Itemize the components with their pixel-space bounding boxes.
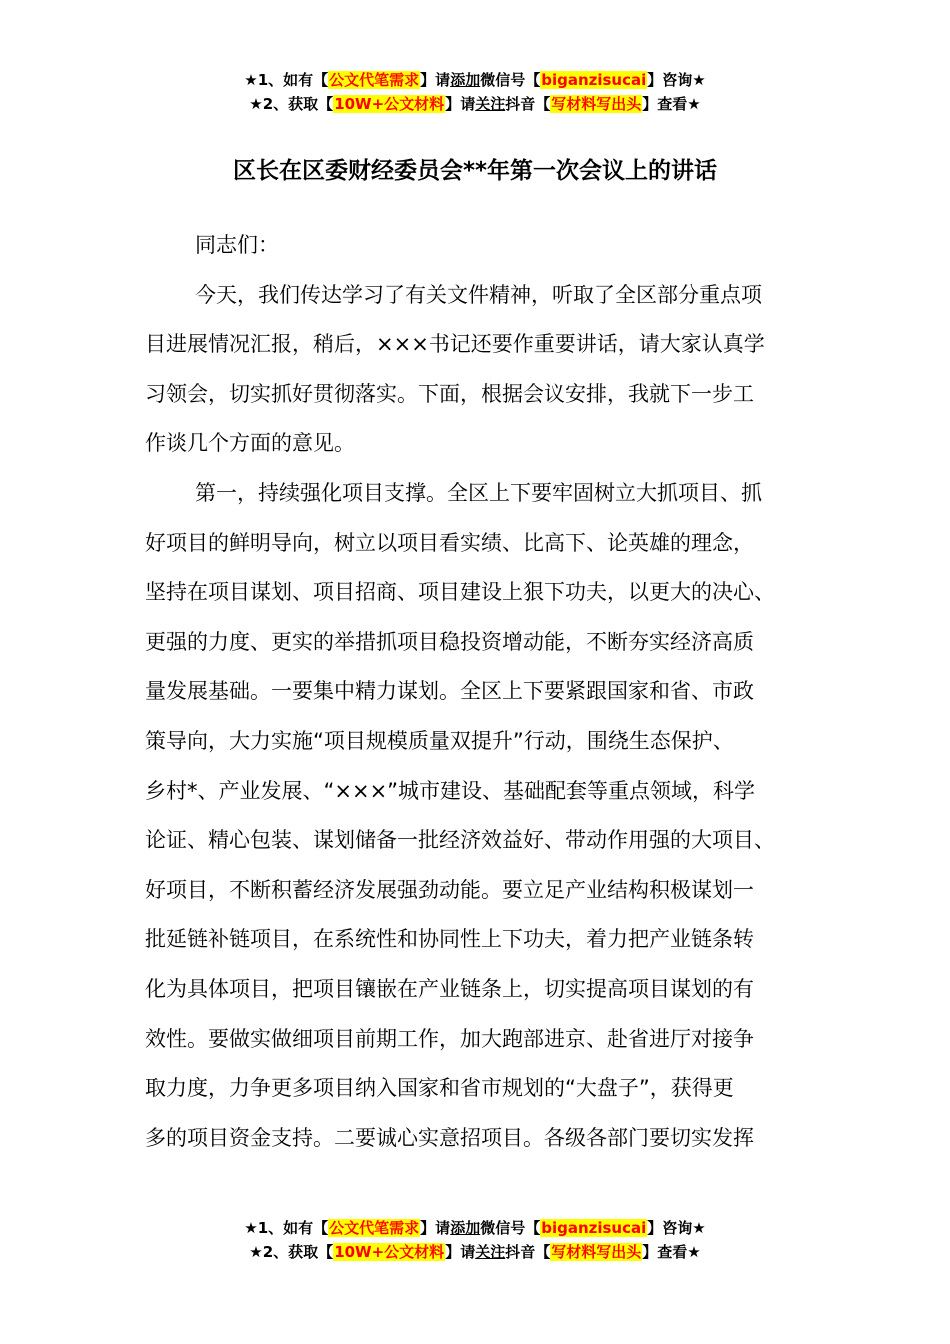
promo-line-2 [0, 92, 950, 116]
paragraph-line: 取力度，力争更多项目纳入国家和省市规划的“大盘子”，获得更 [145, 1076, 734, 1101]
promo-highlight: 公文代笔需求 [329, 71, 420, 89]
paragraph-line: 今天，我们传达学习了有关文件精神，听取了全区部分重点项 [195, 282, 762, 307]
promo-text: 】请 [445, 1243, 476, 1261]
promo-highlight: biganzisucai [541, 71, 647, 89]
promo-highlight: 写材料写出头 [551, 1243, 642, 1261]
promo-text: 】请 [420, 1219, 451, 1237]
promo-line-1 [0, 1216, 950, 1240]
paragraph-line: 第一，持续强化项目支撑。全区上下要牢固树立大抓项目、抓 [195, 480, 762, 505]
promo-text: 抖音【 [505, 95, 551, 113]
promo-underlined: 添加 [450, 71, 481, 89]
paragraph-line: 策导向，大力实施“项目规模质量双提升”行动，围绕生态保护、 [145, 728, 734, 753]
promo-highlight: 10W+公文材料 [334, 1243, 445, 1261]
promo-banner-bottom [0, 1216, 950, 1264]
promo-text: ★2、获取【 [249, 95, 334, 113]
promo-highlight: 10W+公文材料 [334, 95, 445, 113]
paragraph-line: 多的项目资金支持。二要诚心实意招项目。各级各部门要切实发挥 [145, 1125, 754, 1150]
promo-text: 】咨询★ [647, 1219, 706, 1237]
paragraph-line: 乡村*、产业发展、“×××”城市建设、基础配套等重点领域，科学 [145, 778, 756, 803]
promo-underlined: 关注 [475, 1243, 506, 1261]
promo-text: ★1、如有【 [244, 1219, 329, 1237]
paragraph-line: 作谈几个方面的意见。 [145, 431, 355, 456]
document-body [145, 221, 805, 1163]
promo-text: 】请 [445, 95, 476, 113]
promo-text: 抖音【 [505, 1243, 551, 1261]
promo-text: 】查看★ [642, 1243, 701, 1261]
paragraph-line: 更强的力度、更实的举措抓项目稳投资增动能，不断夯实经济高质 [145, 629, 754, 654]
paragraph-line: 坚持在项目谋划、项目招商、项目建设上狠下功夫，以更大的决心、 [145, 580, 775, 605]
paragraph-line: 化为具体项目，把项目镶嵌在产业链条上，切实提高项目谋划的有 [145, 976, 754, 1001]
paragraph-line: 好项目，不断积蓄经济发展强劲动能。要立足产业结构积极谋划一 [145, 877, 754, 902]
promo-text: 微信号【 [480, 71, 541, 89]
promo-highlight: biganzisucai [541, 1219, 647, 1237]
promo-text: 】请 [420, 71, 451, 89]
promo-text: ★1、如有【 [244, 71, 329, 89]
promo-underlined: 关注 [475, 95, 506, 113]
paragraph-line: 效性。要做实做细项目前期工作，加大跑部进京、赴省进厅对接争 [145, 1026, 754, 1051]
promo-text: 微信号【 [480, 1219, 541, 1237]
paragraph-line: 好项目的鲜明导向，树立以项目看实绩、比高下、论英雄的理念， [145, 530, 754, 555]
promo-text: 】咨询★ [647, 71, 706, 89]
promo-banner-top [0, 68, 950, 116]
promo-line-1 [0, 68, 950, 92]
promo-highlight: 公文代笔需求 [329, 1219, 420, 1237]
promo-underlined: 添加 [450, 1219, 481, 1237]
paragraph-line: 批延链补链项目，在系统性和协同性上下功夫，着力把产业链条转 [145, 927, 754, 952]
promo-text: ★2、获取【 [249, 1243, 334, 1261]
paragraph-line: 论证、精心包装、谋划储备一批经济效益好、带动作用强的大项目、 [145, 828, 775, 853]
promo-highlight: 写材料写出头 [551, 95, 642, 113]
paragraph-line: 目进展情况汇报，稍后，×××书记还要作重要讲话，请大家认真学 [145, 332, 765, 357]
document-title: 区长在区委财经委员会**年第一次会议上的讲话 [232, 158, 718, 184]
promo-line-2 [0, 1240, 950, 1264]
paragraph-line: 量发展基础。一要集中精力谋划。全区上下要紧跟国家和省、市政 [145, 679, 754, 704]
promo-text: 】查看★ [642, 95, 701, 113]
paragraph-line: 习领会，切实抓好贯彻落实。下面，根据会议安排，我就下一步工 [145, 381, 754, 406]
salutation: 同志们： [195, 233, 279, 257]
